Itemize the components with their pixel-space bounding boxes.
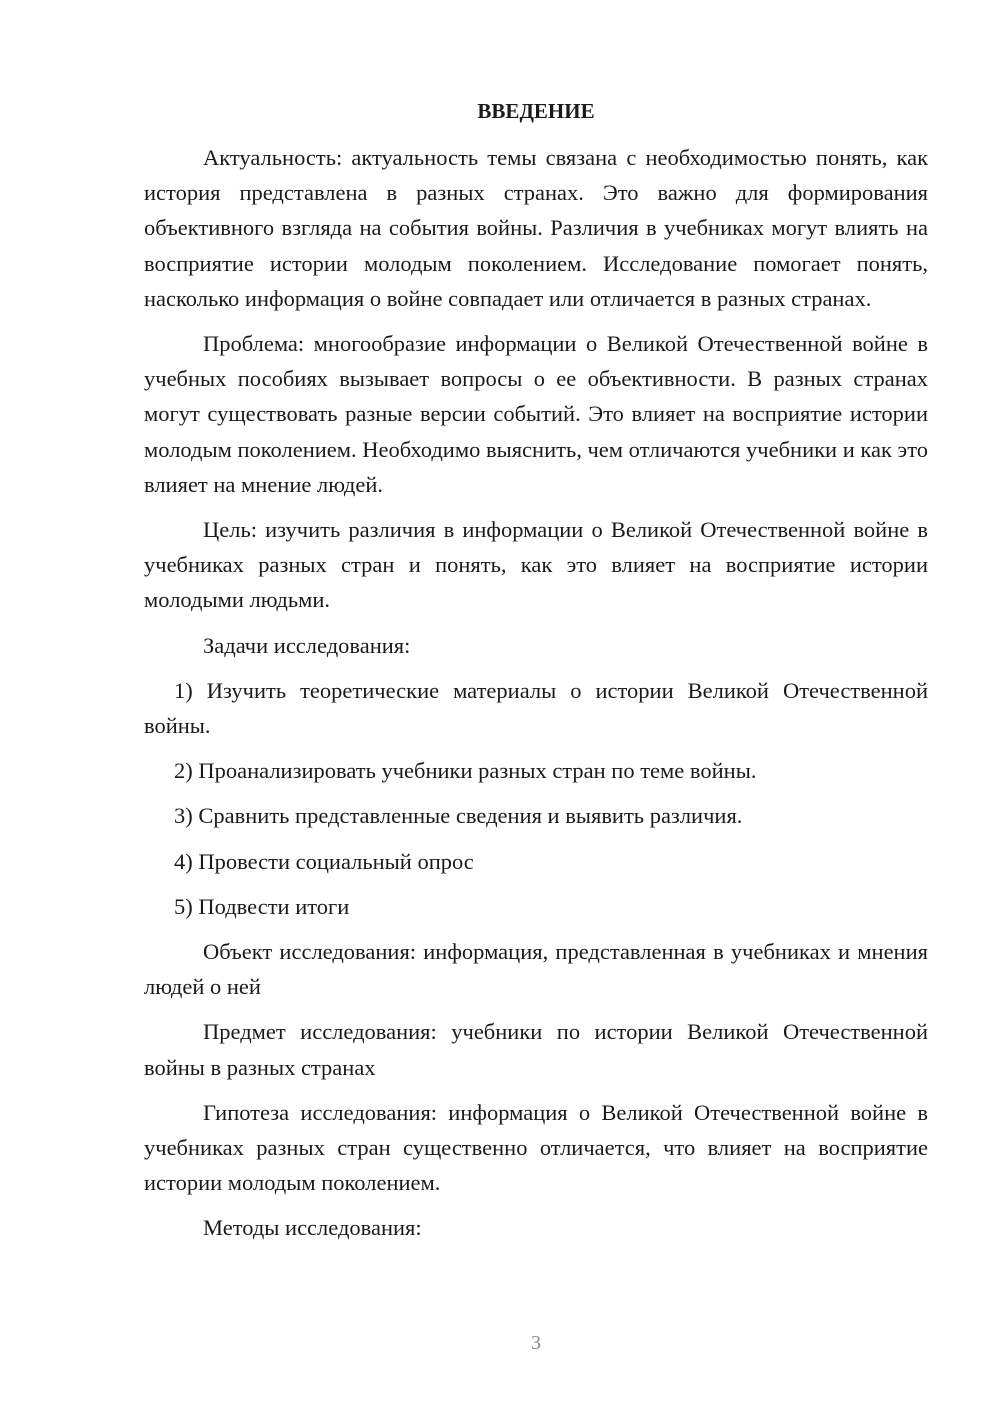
list-item: 5) Подвести итоги (174, 893, 350, 919)
paragraph-methods-heading: Методы исследования: (203, 1215, 422, 1241)
tasks-list (144, 673, 928, 924)
paragraph-goal: Цель: изучить различия в информации о Великой Отечественной войне в учебниках разных стран и понять, как это влияет на восприятие истории молодыми людьми. (144, 517, 928, 613)
paragraph-hypothesis: Гипотеза исследования: информация о Великой Отечественной войне в учебниках разных стран существенно отличается, что влияет на восприятие истории молодым поколением. (144, 1099, 928, 1196)
list-item: 3) Сравнить представленные сведения и выявить различия. (174, 803, 743, 829)
paragraph-tasks-heading: Задачи исследования: (203, 632, 411, 658)
list-item: 2) Проанализировать учебники разных стран по теме войны. (174, 758, 757, 784)
section-title: ВВЕДЕНИЕ (477, 99, 595, 123)
paragraph-problem: Проблема: многообразие информации о Великой Отечественной войне в учебных пособиях вызывает вопросы о ее объективности. В разных странах могут существовать разные версии событий. Это влияет на восприятие истории молодым поколением. Необходимо выяснить, чем отличаются учебники и как это влияет на мнение людей. (144, 331, 928, 497)
paragraph-object: Объект исследования: информация, представленная в учебниках и мнения людей о ней (144, 939, 928, 1000)
page-number: 3 (531, 1332, 541, 1354)
paragraph-subject: Предмет исследования: учебники по истории Великой Отечественной войны в разных странах (144, 1019, 928, 1080)
paragraph-relevance: Актуальность: актуальность темы связана с необходимостью понять, как история представлена в разных странах. Это важно для формирования объективного взгляда на события войны. Различия в учебниках могут влиять на восприятие истории молодым поколением. Исследование помогает понять, насколько информация о войне совпадает или отличается в разных странах. (144, 145, 928, 311)
list-item: 4) Провести социальный опрос (174, 848, 474, 874)
page-content (144, 96, 928, 1256)
list-item: 1) Изучить теоретические материалы о истории Великой Отечественной войны. (144, 677, 928, 739)
